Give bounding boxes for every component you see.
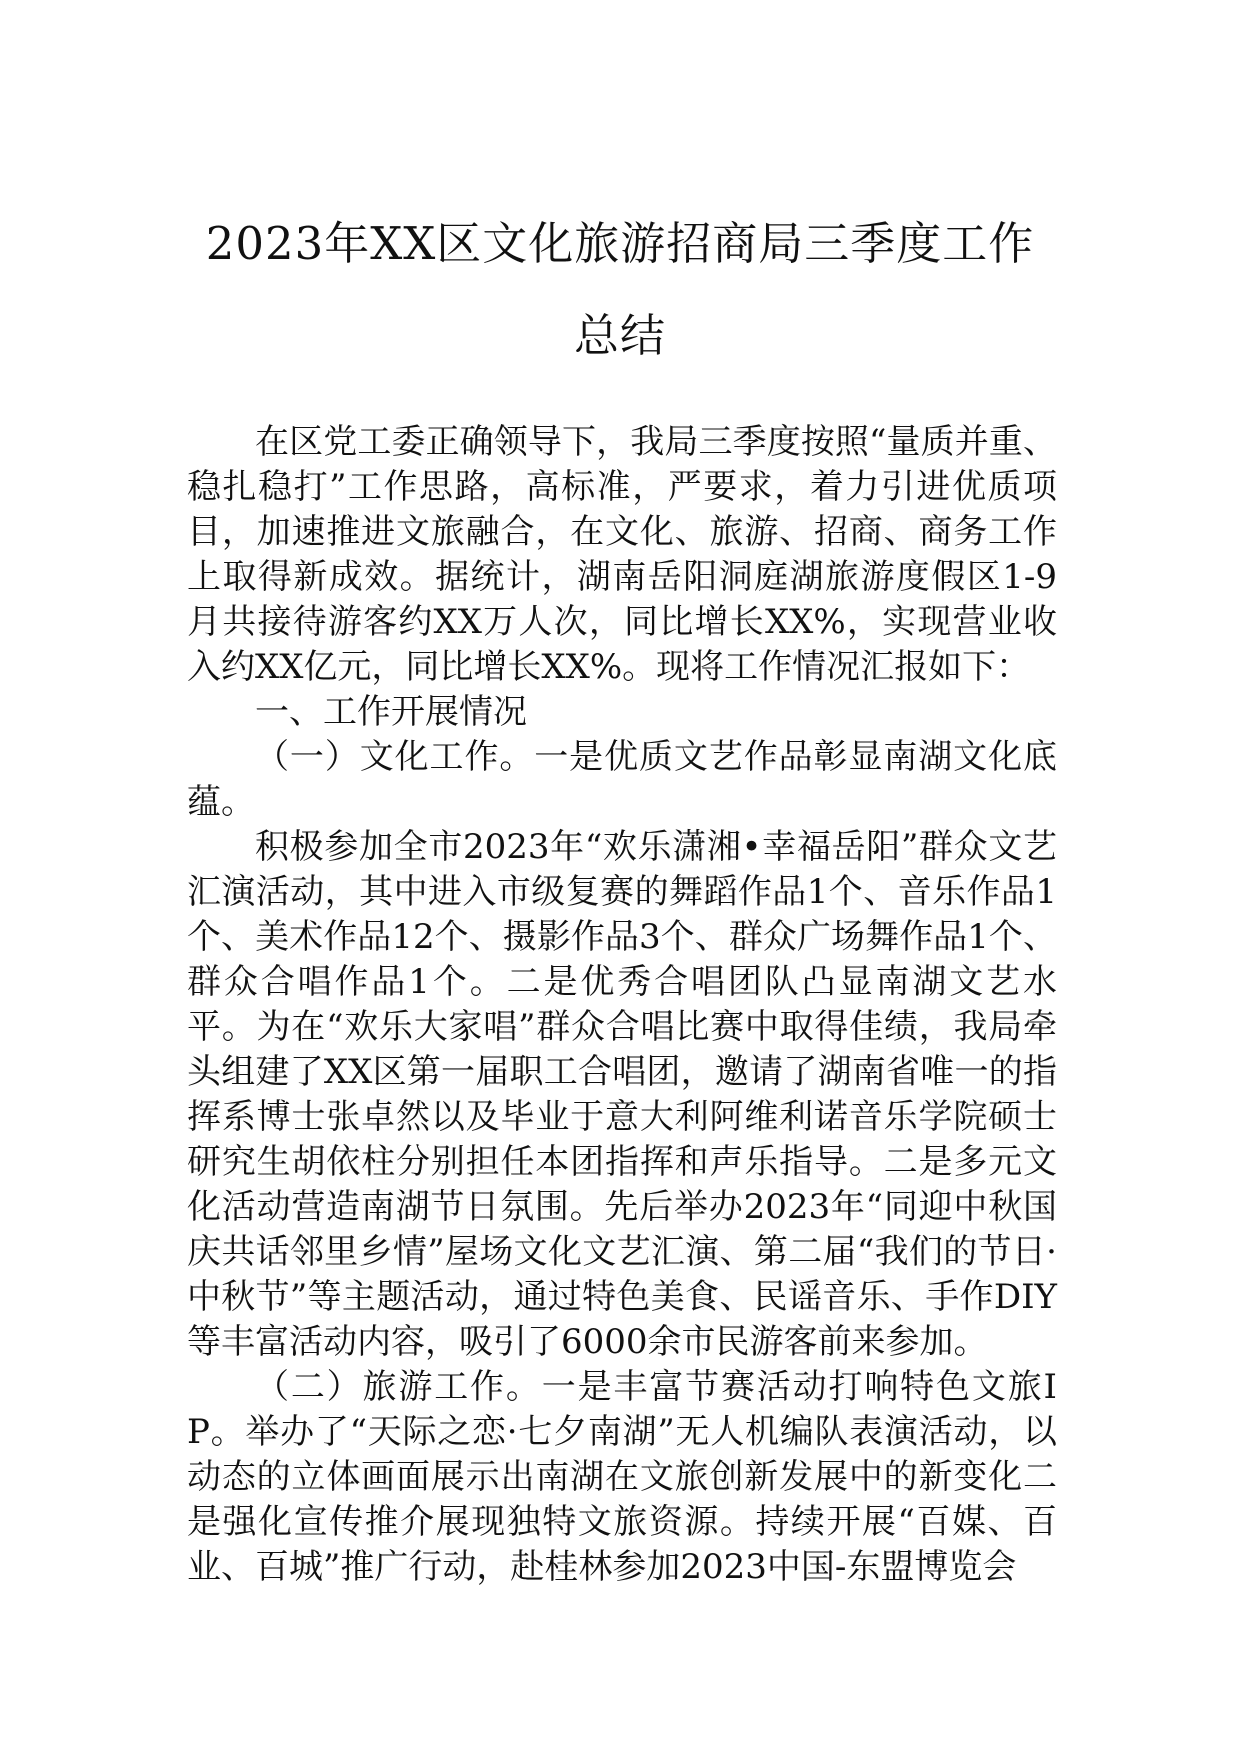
culture-details-paragraph: 积极参加全市2023年“欢乐潇湘•幸福岳阳”群众文艺汇演活动，其中进入市级复赛的舞蹈作品1个、音乐作品1个、美术作品12个、摄影作品3个、群众广场舞作品1个、群众合唱作品1个。二是优秀合唱团队凸显南湖文艺水平。为在“欢乐大家唱”群众合唱比赛中取得佳绩，我局牵头组建了XX区第一届职工合唱团，邀请了湖南省唯一的指挥系博士张卓然以及毕业于意大利阿维利诺音乐学院硕士研究生胡依柱分别担任本团指挥和声乐指导。二是多元文化活动营造南湖节日氛围。先后举办2023年“同迎中秋国庆共话邻里乡情”屋场文化文艺汇演、第二届“我们的节日·中秋节”等主题活动，通过特色美食、民谣音乐、手作DIY等丰富活动内容，吸引了6000余市民游客前来参加。 (187, 827, 1057, 1362)
document-title-line-1: 2023年XX区文化旅游招商局三季度工作 (205, 217, 1035, 270)
document-title-line-2: 总结 (573, 309, 666, 362)
subsection-tourism-paragraph: （二）旅游工作。一是丰富节赛活动打响特色文旅IP。举办了“天际之恋·七夕南湖”无人机编队表演活动，以动态的立体画面展示出南湖在文旅创新发展中的新变化二是强化宣传推介展现独特文旅资源。持续开展“百媒、百业、百城”推广行动，赴桂林参加2023中国-东盟博览会 (187, 1367, 1057, 1587)
intro-paragraph: 在区党工委正确领导下，我局三季度按照“量质并重、稳扎稳打”工作思路，高标准，严要求，着力引进优质项目，加速推进文旅融合，在文化、旅游、招商、商务工作上取得新成效。据统计，湖南岳阳洞庭湖旅游度假区1-9月共接待游客约XX万人次，同比增长XX%，实现营业收入约XX亿元，同比增长XX%。现将工作情况汇报如下： (187, 422, 1057, 687)
document-body (187, 420, 1057, 1590)
subsection-culture-paragraph: （一）文化工作。一是优质文艺作品彰显南湖文化底蕴。 (187, 737, 1057, 822)
section-heading-work-status: 一、工作开展情况 (255, 692, 527, 732)
